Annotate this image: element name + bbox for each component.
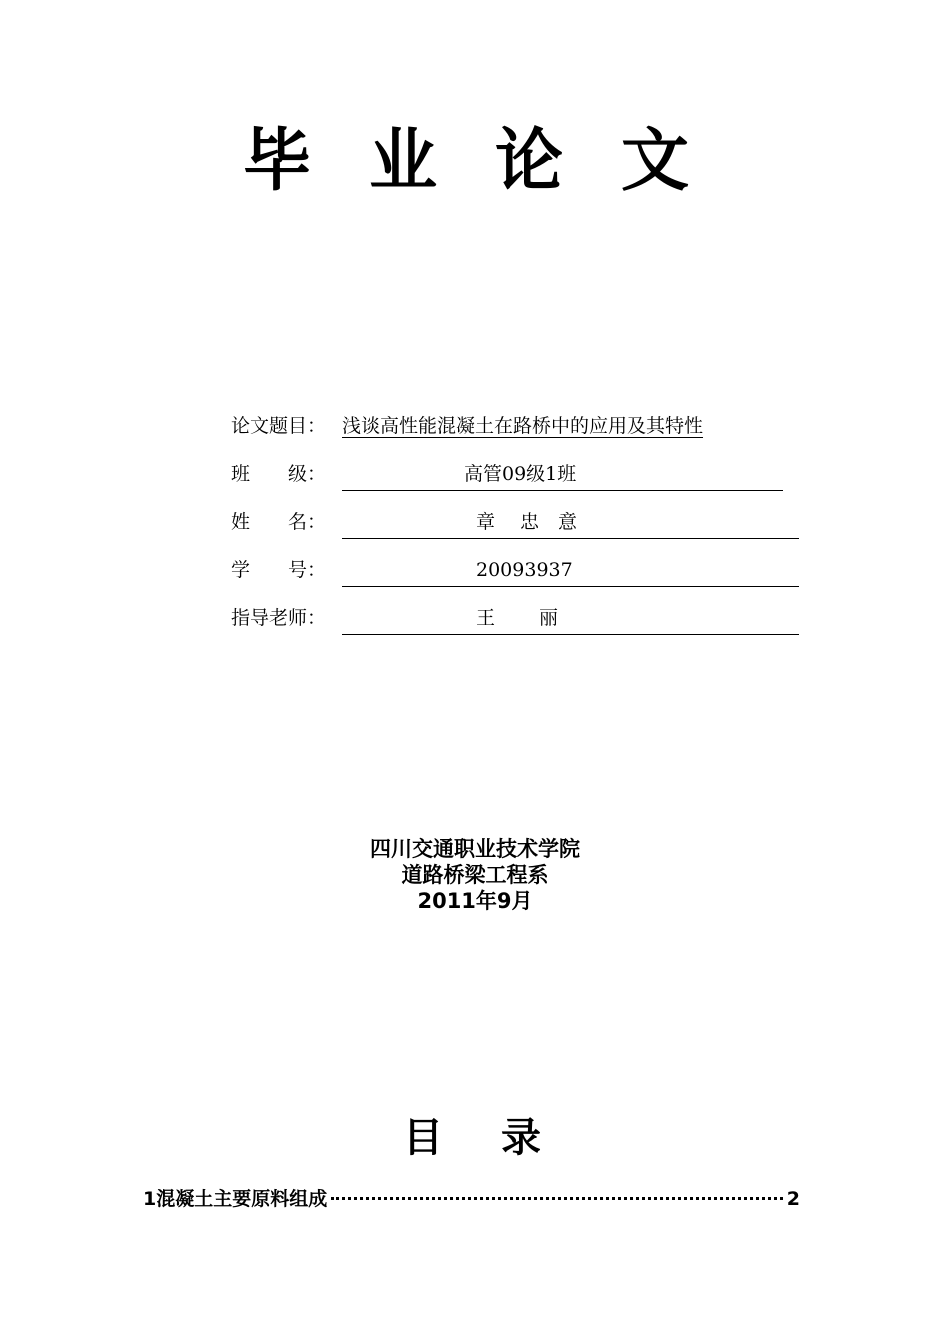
info-row-class [231, 456, 811, 492]
class-label: 班 级： [231, 463, 327, 485]
toc-entry[interactable] [143, 1184, 800, 1214]
advisor-underline [342, 600, 799, 635]
advisor-value: 王 丽 [476, 607, 559, 629]
department-name: 道路桥梁工程系 [401, 863, 549, 887]
name-label: 姓 名： [231, 511, 327, 533]
student-id-label: 学 号： [231, 559, 327, 581]
info-row-name [231, 504, 811, 540]
toc-title: 目录 [403, 1115, 599, 1161]
toc-leader-dots [331, 1196, 783, 1200]
thesis-title: 毕业论文 [242, 122, 747, 201]
toc-entry-text: 1混凝土主要原料组成 [143, 1188, 328, 1210]
institution-block [0, 836, 950, 914]
toc-entry-page: 2 [786, 1188, 800, 1210]
student-id-value: 20093937 [476, 559, 573, 581]
topic-label: 论文题目： [231, 415, 327, 437]
info-row-topic [231, 408, 811, 444]
info-row-student-id [231, 552, 811, 588]
thesis-date: 2011年9月 [417, 889, 533, 913]
name-value: 章 忠 意 [476, 511, 578, 533]
class-value: 高管09级1班 [464, 463, 577, 485]
info-row-advisor [231, 600, 811, 636]
institution-name: 四川交通职业技术学院 [370, 837, 580, 861]
advisor-label: 指导老师： [231, 607, 327, 629]
topic-value: 浅谈高性能混凝土在路桥中的应用及其特性 [342, 415, 704, 437]
